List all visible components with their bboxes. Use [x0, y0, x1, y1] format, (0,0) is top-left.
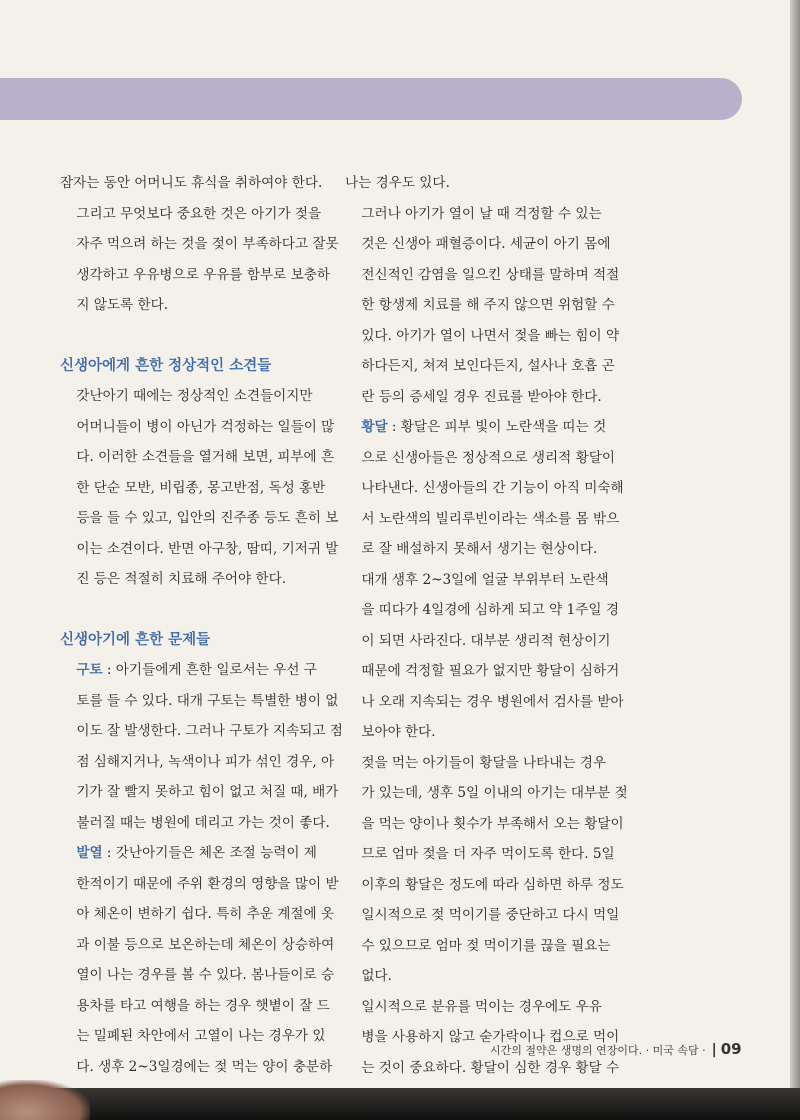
text-line: 수 있으므로 엄마 젖 먹이기를 끊을 필요는 — [361, 937, 611, 954]
text-line: 나 오래 지속되는 경우 병원에서 검사를 받아 — [361, 693, 624, 710]
text-line: 이는 소견이다. 반면 아구창, 땀띠, 기저귀 발 — [76, 540, 339, 557]
text-line: 병을 사용하지 않고 숟가락이나 컵으로 먹이 — [361, 1029, 620, 1045]
intro-paragraph — [60, 168, 346, 199]
text-line: 이도 잘 발생한다. 그러나 구토가 지속되고 점 — [76, 723, 343, 739]
text-line: 그리고 무엇보다 중요한 것은 아기가 젖을 — [76, 205, 322, 222]
text-line: 일시적으로 젖 먹이기를 중단하고 다시 먹일 — [361, 907, 620, 923]
text-line: 자주 먹으려 하는 것을 젖이 부족하다고 잘못 — [76, 236, 339, 252]
fever-lines — [60, 869, 346, 1113]
text-line: 불러질 때는 병원에 데리고 가는 것이 좋다. — [76, 814, 330, 831]
text-line: 다. 생후 2~3일경에는 젖 먹는 양이 충분하 — [76, 1058, 333, 1075]
term-jaundice: 황달 — [361, 419, 388, 435]
text-line: 한 항생제 치료를 해 주지 않으면 위험할 수 — [361, 297, 615, 313]
text-line: 는 것이 중요하다. 황달이 심한 경우 황달 수 — [361, 1059, 620, 1076]
text-line: 대개 생후 2~3일에 얼굴 부위부터 노란색 — [361, 571, 609, 588]
term-fever: 발열 — [76, 845, 103, 861]
text-line: 일시적으로 분유를 먹이는 경우에도 우유 — [361, 998, 602, 1015]
text-line: 등을 들 수 있고, 입안의 진주종 등도 흔히 보 — [76, 510, 339, 526]
text-line: 생각하고 우유병으로 우유를 함부로 보충하 — [76, 266, 330, 283]
footer-separator: | — [711, 1042, 717, 1058]
right-column — [345, 168, 645, 1114]
text-line: 갓난아기 때에는 정상적인 소견들이지만 — [76, 388, 313, 404]
text-line: 한적이기 때문에 주위 환경의 영향을 많이 받 — [76, 875, 339, 892]
text-line: 것은 신생아 패혈증이다. 세균이 아기 몸에 — [361, 236, 611, 252]
text-line: 아 체온이 변하기 쉽다. 특히 추운 계절에 옷 — [76, 906, 335, 922]
text-line: 는 밀폐된 차안에서 고열이 나는 경우가 있 — [76, 1028, 326, 1044]
text-line: 으로 신생아들은 정상적으로 생리적 황달이 — [361, 449, 615, 466]
text-line: 서 노란색의 빌리루빈이라는 색소를 몸 밖으 — [361, 510, 620, 527]
text-line: 므로 엄마 젖을 더 자주 먹이도록 한다. 5일 — [361, 846, 615, 862]
text-line: 기가 잘 빨지 못하고 힘이 없고 처질 때, 배가 — [76, 784, 339, 800]
text-line: 젖을 먹는 아기들이 황달을 나타내는 경우 — [361, 754, 607, 771]
text-line: 때문에 걱정할 필요가 없지만 황달이 심하거 — [361, 663, 620, 679]
normal-findings-paragraph — [60, 381, 346, 595]
text-line: 을 먹는 양이나 횟수가 부족해서 오는 황달이 — [361, 815, 624, 832]
text-line: 그러나 아기가 열이 날 때 걱정할 수 있는 — [361, 205, 602, 222]
text-line: 있다. 아기가 열이 나면서 젖을 빠는 힘이 약 — [361, 327, 620, 344]
text-line: 로 잘 배설하지 못해서 생기는 현상이다. — [361, 541, 598, 557]
text-line: 이 되면 사라진다. 대부분 생리적 현상이기 — [361, 632, 611, 649]
footer-quote: 시간의 절약은 생명의 연장이다. · 미국 속담 · — [490, 1044, 706, 1057]
text-line: 어머니들이 병이 아닌가 걱정하는 일들이 많 — [76, 418, 335, 435]
text-line: 진 등은 적절히 치료해 주어야 한다. — [76, 571, 287, 587]
text-line: 하다든지, 쳐져 보인다든지, 설사나 호흡 곤 — [361, 358, 615, 374]
breastfeeding-jaundice-paragraph — [345, 748, 645, 992]
text-line: 다. 이러한 소견들을 열거해 보면, 피부에 흔 — [76, 449, 335, 465]
text-line: 을 띠다가 4일경에 심하게 되고 약 1주일 경 — [361, 602, 619, 618]
sepsis-paragraph — [345, 199, 645, 413]
text-line: 한 단순 모반, 비립종, 몽고반점, 독성 홍반 — [76, 479, 326, 496]
text-line: 토를 들 수 있다. 대개 구토는 특별한 병이 없 — [76, 692, 339, 709]
page-edge-shadow — [790, 0, 800, 1088]
jaundice-lines — [345, 443, 645, 565]
page-number: 09 — [720, 1040, 742, 1058]
text-line: 전신적인 감염을 일으킨 상태를 말하며 적절 — [361, 266, 620, 283]
jaundice-paragraph: 황달 : 황달은 피부 빛이 노란색을 띠는 것 으로 신생아들은 정상적으로 생리적 황달이 나타낸다. 신생아들의 간 기능이 아직 미숙해 서 노란색의 빌리루빈이라는 색소를 몸 밖으 로 잘 배설하지 못해서 생기는 현상이다. — [345, 412, 645, 565]
vomiting-lines — [60, 686, 346, 839]
thumb-artifact — [0, 1080, 90, 1120]
text-line: 없다. — [361, 968, 392, 984]
text-line: 지 않도록 한다. — [76, 297, 169, 313]
text-line: 보아야 한다. — [361, 724, 436, 740]
text-line: 잠자는 동안 어머니도 휴식을 취하여야 한다. — [60, 175, 323, 191]
fever-continuation — [345, 168, 645, 199]
text-line: 열이 나는 경우를 볼 수 있다. 봄나들이로 승 — [76, 967, 335, 983]
section-heading-common-problems: 신생아기에 흔한 문제들 — [60, 631, 211, 648]
text-line: 과 이불 등으로 보온하는데 체온이 상승하여 — [76, 936, 335, 953]
page-footer — [490, 1040, 750, 1058]
text-line: 용차를 타고 여행을 하는 경우 햇볕이 잘 드 — [76, 997, 330, 1014]
fever-paragraph: 발열 : 갓난아기들은 체온 조절 능력이 제 한적이기 때문에 주위 환경의 영향을 많이 받 아 체온이 변하기 쉽다. 특히 추운 계절에 옷 과 이불 등으로 보온하는데 체온이 상승하여 열이 나는 경우를 볼 수 있다. 봄나들이로 승 용차를 타고 여행을 하는 경우 햇볕이 잘 드 는 밀폐된 차안에서 고열이 나는 경우가 있 다. 생후 2~3일경에는 젖 먹는 양이 충분하 — [60, 838, 346, 1113]
section-heading-normal-findings: 신생아에게 흔한 정상적인 소견들 — [60, 357, 272, 374]
text-line: 이후의 황달은 정도에 따라 심하면 하루 정도 — [361, 876, 624, 893]
text-line: 가 있는데, 생후 5일 이내의 아기는 대부분 젖 — [361, 785, 628, 801]
vomiting-paragraph: 구토 : 아기들에게 흔한 일로서는 우선 구 토를 들 수 있다. 대개 구토는 특별한 병이 없 이도 잘 발생한다. 그러나 구토가 지속되고 점 점 심해지거나, 녹색이나 피가 섞인 경우, 아 기가 잘 빨지 못하고 힘이 없고 처질 때, 배가 불러질 때는 병원에 데리고 가는 것이 좋다. — [60, 655, 346, 838]
text-line: 란 등의 증세일 경우 진료를 받아야 한다. — [361, 388, 602, 405]
left-column — [60, 168, 346, 1113]
text-line: 점 심해지거나, 녹색이나 피가 섞인 경우, 아 — [76, 753, 335, 770]
header-band — [0, 78, 742, 120]
facing-page-bleed — [660, 150, 780, 330]
term-vomiting: 구토 — [76, 662, 103, 678]
text-line: 나는 경우도 있다. — [345, 175, 450, 191]
text-line: 나타낸다. 신생아들의 간 기능이 아직 미숙해 — [361, 480, 624, 496]
intro-paragraph-2 — [60, 199, 346, 321]
scanner-bottom-edge — [0, 1088, 800, 1120]
jaundice-course-paragraph — [345, 565, 645, 748]
